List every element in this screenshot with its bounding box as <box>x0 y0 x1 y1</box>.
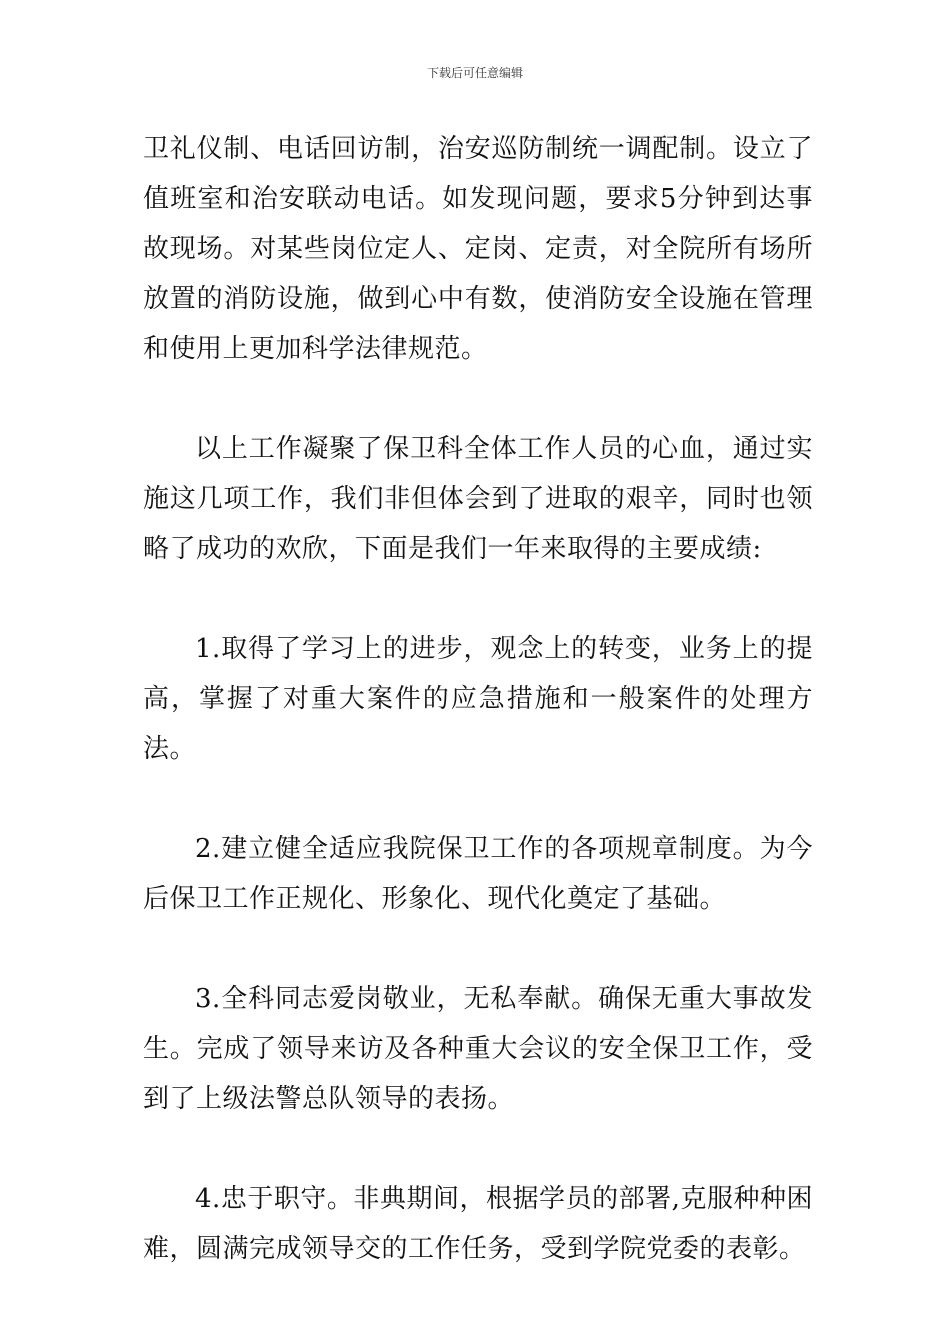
header-note: 下载后可任意编辑 <box>426 66 523 80</box>
achievement-item-2: 2.建立健全适应我院保卫工作的各项规章制度。为今后保卫工作正规化、形象化、现代化奠定了基础。 <box>143 834 813 914</box>
document-body <box>143 124 813 1274</box>
paragraph-continuation: 卫礼仪制、电话回访制，治安巡防制统一调配制。设立了值班室和治安联动电话。如发现问题，要求5分钟到达事故现场。对某些岗位定人、定岗、定责，对全院所有场所放置的消防设施，做到心中有数，使消防安全设施在管理和使用上更加科学法律规范。 <box>143 134 813 364</box>
achievement-item-1: 1.取得了学习上的进步，观念上的转变，业务上的提高，掌握了对重大案件的应急措施和一般案件的处理方法。 <box>143 634 813 764</box>
paragraph-summary: 以上工作凝聚了保卫科全体工作人员的心血，通过实施这几项工作，我们非但体会到了进取的艰辛，同时也领略了成功的欢欣，下面是我们一年来取得的主要成绩: <box>143 434 813 564</box>
achievement-item-3: 3.全科同志爱岗敬业，无私奉献。确保无重大事故发生。完成了领导来访及各种重大会议的安全保卫工作，受到了上级法警总队领导的表扬。 <box>143 984 813 1114</box>
achievement-item-4: 4.忠于职守。非典期间，根据学员的部署,克服种种困难，圆满完成领导交的工作任务，受到学院党委的表彰。 <box>143 1184 813 1264</box>
